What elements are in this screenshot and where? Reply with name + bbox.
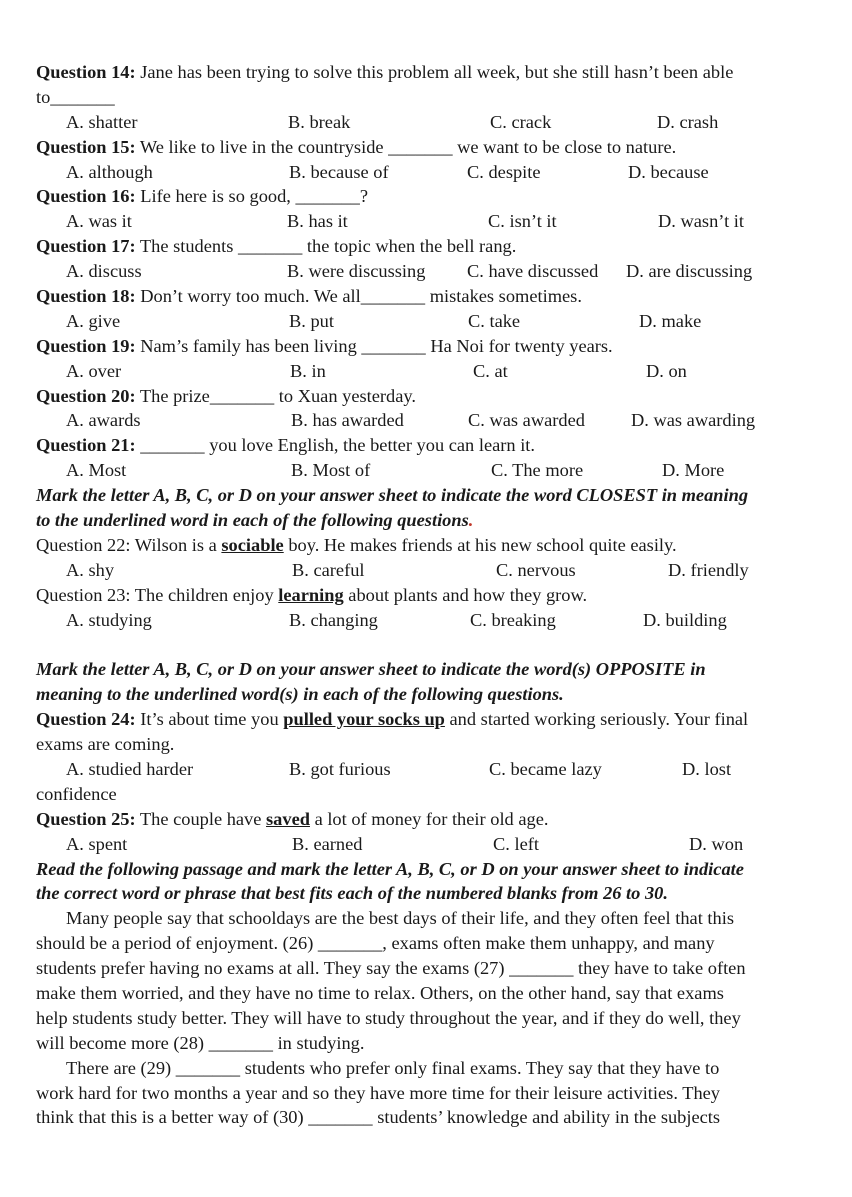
question-label: Question 21: [36,435,136,456]
question-21 [36,433,816,458]
question-label: Question 18: [36,286,136,307]
option-a: A. shy [66,559,115,580]
option-a: A. give [66,310,121,331]
question-text: It’s about time you [135,709,284,730]
option-b: B. because of [289,161,389,182]
instruction-passage-line-2: the correct word or phrase that best fits each of the numbered blanks from 26 to 30. [36,883,668,904]
question-text: We like to live in the countryside _______ we want to be close to nature. [135,136,677,157]
question-text: a lot of money for their old age. [309,808,549,829]
option-d: D. are discussing [626,261,753,282]
question-18 [36,284,816,309]
question-15-options [36,160,816,185]
option-d: D. lost [682,758,732,779]
underlined-word: saved [266,808,310,829]
question-text: to_______ [36,86,115,107]
question-label: Question 14: [36,62,136,82]
question-label: Question 24: [36,709,136,730]
question-19 [36,334,816,359]
instruction-passage-line-1: Read the following passage and mark the letter A, B, C, or D on your answer sheet to indicate [36,858,744,879]
question-23 [36,583,816,608]
option-a: A. Most [66,460,127,481]
question-text: The students _______ the topic when the bell rang. [135,236,517,257]
passage-line-7: There are (29) _______ students who prefer only final exams. They say that they have to [66,1057,720,1078]
question-text: The prize_______ to Xuan yesterday. [135,385,417,406]
question-20-options [36,408,816,433]
option-a: A. over [66,360,122,381]
option-c: C. take [468,310,521,331]
option-c: C. at [473,360,508,381]
question-14 [36,60,816,85]
question-label: Question 15: [36,136,136,157]
option-d: D. building [643,609,727,630]
instruction-dot: . [468,510,474,531]
passage-line-1: Many people say that schooldays are the best days of their life, and they often feel that this [66,908,734,929]
question-text: Life here is so good, _______? [135,186,369,207]
question-22-options [36,558,816,583]
question-text: Nam’s family has been living _______ Ha Noi for twenty years. [135,335,613,356]
option-c: C. isn’t it [488,211,557,232]
question-label: Question 20: [36,385,136,406]
option-c: C. crack [490,111,552,132]
question-25-options [36,832,816,857]
option-d-wrap: confidence [36,783,117,804]
option-a: A. awards [66,410,141,431]
question-24-continued [36,732,816,757]
option-c: C. breaking [470,609,556,630]
question-text: The couple have [135,808,267,829]
passage-line-3: students prefer having no exams at all. They say the exams (27) _______ they have to take often [36,958,746,979]
question-15 [36,135,816,160]
question-17-options [36,259,816,284]
instruction-closest-line-1: Mark the letter A, B, C, or D on your answer sheet to indicate the word CLOSEST in meaning [36,485,749,506]
question-text: Jane has been trying to solve this problem all week, but she still hasn’t been able [135,62,734,82]
question-text: _______ you love English, the better you can learn it. [135,435,536,456]
instruction-opposite-line-2: meaning to the underlined word(s) in each of the following questions. [36,684,564,705]
passage-line-9: think that this is a better way of (30) _______ students’ knowledge and ability in the subjects [36,1107,721,1128]
question-text: Question 23: The children enjoy [36,584,279,605]
option-d: D. friendly [668,559,749,580]
option-d: D. crash [657,111,719,132]
question-19-options [36,359,816,384]
option-d: D. on [646,360,687,381]
question-text: boy. He makes friends at his new school quite easily. [283,534,677,555]
option-c: C. nervous [496,559,576,580]
option-d: D. was awarding [631,410,756,431]
option-c: C. left [493,833,539,854]
question-24 [36,707,816,732]
question-text: and started working seriously. Your final [444,709,749,730]
underlined-word: learning [278,584,344,605]
question-label: Question 19: [36,335,136,356]
question-22 [36,533,816,558]
option-c: C. The more [491,460,584,481]
option-c: C. despite [467,161,541,182]
question-17 [36,234,816,259]
option-a: A. studied harder [66,758,194,779]
option-d: D. wasn’t it [658,211,744,232]
option-b: B. in [290,360,326,381]
option-a: A. studying [66,609,152,630]
passage-line-6: will become more (28) _______ in studying. [36,1032,365,1053]
question-18-options [36,309,816,334]
question-label: Question 17: [36,236,136,257]
option-b: B. has it [287,211,348,232]
option-b: B. earned [292,833,363,854]
question-24-options [36,757,816,782]
question-text: Question 22: Wilson is a [36,534,222,555]
option-b: B. were discussing [287,261,426,282]
option-a: A. although [66,161,153,182]
option-b: B. Most of [291,460,371,481]
instruction-opposite-line-1: Mark the letter A, B, C, or D on your answer sheet to indicate the word(s) OPPOSITE in [36,659,706,680]
option-d: D. because [628,161,709,182]
question-text: Don’t worry too much. We all_______ mistakes sometimes. [135,286,582,307]
blank-line [36,632,816,657]
exam-page [36,60,816,1130]
question-label: Question 16: [36,186,136,207]
option-c: C. have discussed [467,261,599,282]
option-a: A. spent [66,833,128,854]
option-c: C. was awarded [468,410,585,431]
question-20 [36,384,816,409]
question-25 [36,807,816,832]
option-b: B. careful [292,559,365,580]
question-14-options [36,110,816,135]
underlined-word: sociable [221,534,284,555]
instruction-text: to the underlined word in each of the following questions [36,510,469,531]
option-c: C. became lazy [489,758,602,779]
question-text: exams are coming. [36,734,175,755]
question-23-options [36,608,816,633]
option-b: B. got furious [289,758,391,779]
passage-line-5: help students study better. They will have to study throughout the year, and if they do well, they [36,1007,741,1028]
option-a: A. shatter [66,111,138,132]
question-14-continued [36,85,816,110]
option-b: B. changing [289,609,378,630]
option-d: D. More [662,460,725,481]
option-a: A. discuss [66,261,142,282]
option-b: B. has awarded [291,410,404,431]
option-b: B. put [289,310,334,331]
question-16 [36,184,816,209]
instruction-closest-line-2 [36,508,816,533]
passage-line-8: work hard for two months a year and so they have more time for their leisure activities. They [36,1082,720,1103]
option-d: D. make [639,310,702,331]
question-24-options-wrap [36,782,816,807]
underlined-phrase: pulled your socks up [283,709,445,730]
passage-line-4: make them worried, and they have no time to relax. Others, on the other hand, say that exams [36,982,724,1003]
option-d: D. won [689,833,744,854]
option-a: A. was it [66,211,132,232]
passage-line-2: should be a period of enjoyment. (26) _______, exams often make them unhappy, and many [36,933,715,954]
question-16-options [36,209,816,234]
question-21-options [36,458,816,483]
question-text: about plants and how they grow. [343,584,588,605]
question-label: Question 25: [36,808,136,829]
option-b: B. break [288,111,351,132]
